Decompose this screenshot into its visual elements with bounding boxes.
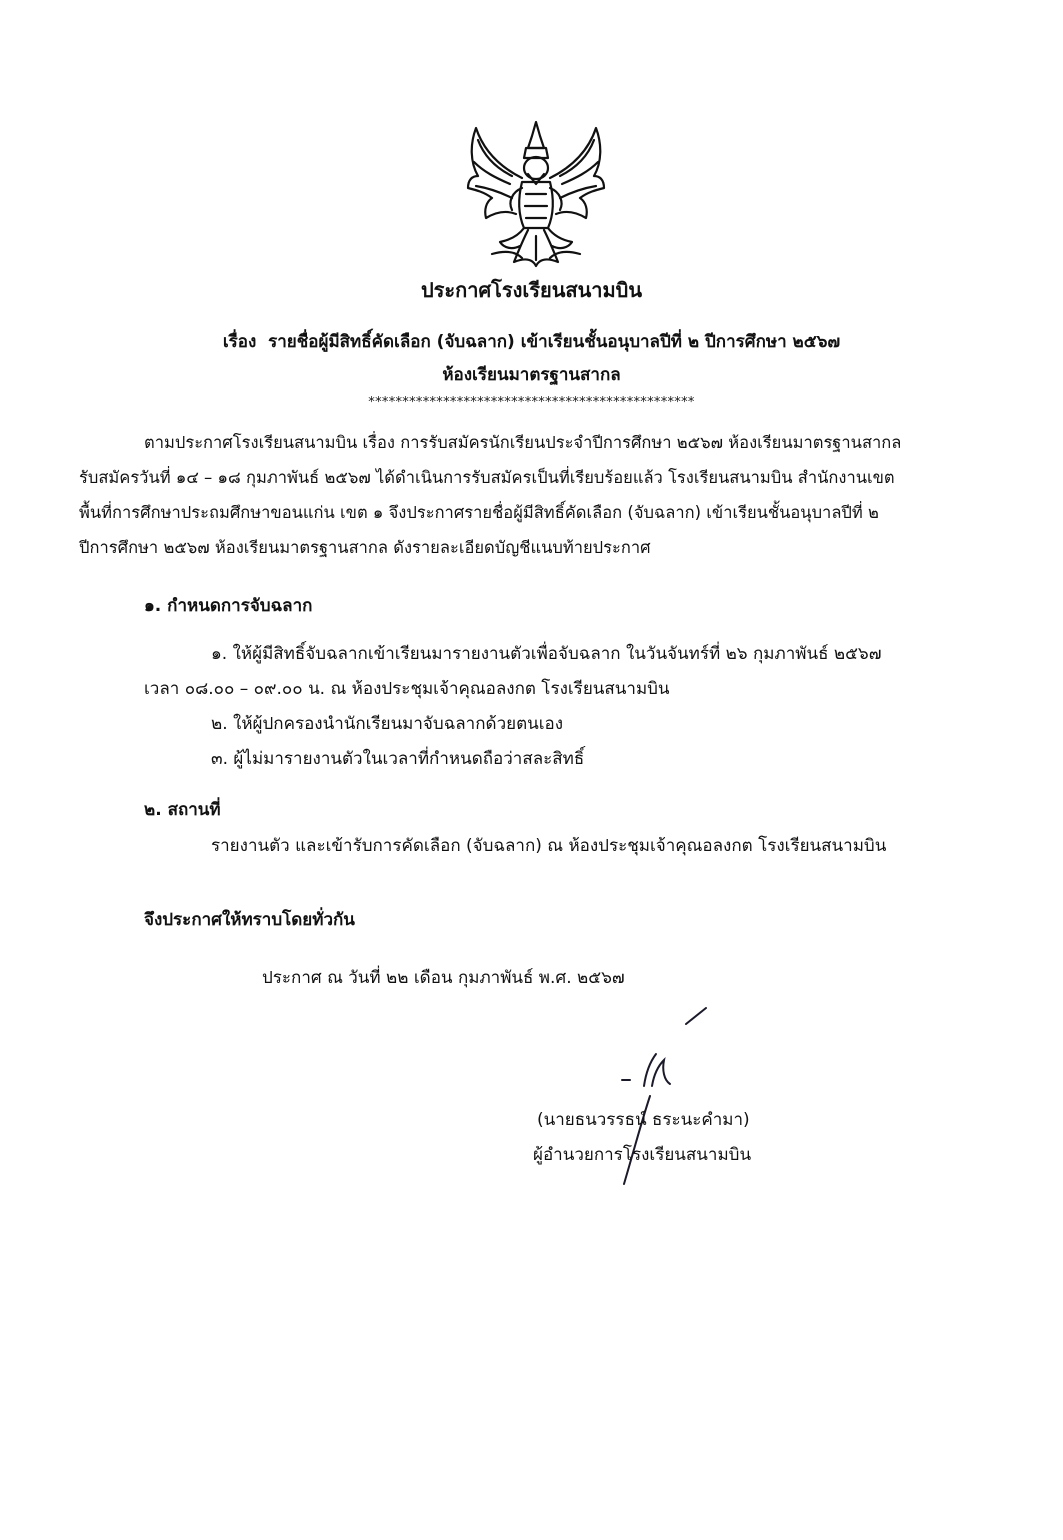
subject-text: รายชื่อผู้มีสิทธิ์คัดเลือก (จับฉลาก) เข้าเรียนชั้นอนุบาลปีที่ ๒ ปีการศึกษา ๒๕๖๗ [268, 332, 841, 352]
date-line: ประกาศ ณ วันที่ ๒๒ เดือน กุมภาพันธ์ พ.ศ. ๒๕๖๗ [262, 968, 625, 988]
signer-position: ผู้อำนวยการโรงเรียนสนามบิน [533, 1145, 752, 1165]
signer-name: (นายธนวรรธน์ ธระนะคำมา) [537, 1110, 750, 1130]
announcement-title: ประกาศโรงเรียนสนามบิน [420, 278, 643, 302]
garuda-emblem [462, 118, 610, 270]
intro-line-1: ตามประกาศโรงเรียนสนามบิน เรื่อง การรับสมัครนักเรียนประจำปีการศึกษา ๒๕๖๗ ห้องเรียนมาตรฐานสากล [144, 433, 902, 452]
separator: ************************************************ [368, 395, 695, 410]
intro-line-2: รับสมัครวันที่ ๑๔ – ๑๘ กุมภาพันธ์ ๒๕๖๗ ได้ดำเนินการรับสมัครเป็นที่เรียบร้อยแล้ว โรงเรียนสนามบิน สำนักงานเขต [79, 468, 895, 487]
subject-line [0, 328, 1063, 355]
section-1-item-1-cont: เวลา ๐๘.๐๐ – ๐๙.๐๐ น. ณ ห้องประชุมเจ้าคุณอลงกต โรงเรียนสนามบิน [144, 679, 670, 699]
section-1-item-1: ๑. ให้ผู้มีสิทธิ์จับฉลากเข้าเรียนมารายงานตัวเพื่อจับฉลาก ในวันจันทร์ที่ ๒๖ กุมภาพันธ์ ๒๕๖๗ [211, 644, 882, 664]
intro-line-4: ปีการศึกษา ๒๕๖๗ ห้องเรียนมาตรฐานสากล ดังรายละเอียดบัญชีแนบท้ายประกาศ [79, 538, 651, 557]
section-1-heading: ๑. กำหนดการจับฉลาก [144, 596, 313, 616]
section-1-item-2: ๒. ให้ผู้ปกครองนำนักเรียนมาจับฉลากด้วยตนเอง [211, 714, 564, 734]
closing-text: จึงประกาศให้ทราบโดยทั่วกัน [144, 910, 355, 930]
intro-line-3: พื้นที่การศึกษาประถมศึกษาขอนแก่น เขต ๑ จึงประกาศรายชื่อผู้มีสิทธิ์คัดเลือก (จับฉลาก) เข้าเรียนชั้นอนุบาลปีที่ ๒ [79, 503, 879, 522]
subject-label: เรื่อง [222, 332, 257, 352]
section-2-text: รายงานตัว และเข้ารับการคัดเลือก (จับฉลาก) ณ ห้องประชุมเจ้าคุณอลงกต โรงเรียนสนามบิน [211, 836, 887, 856]
subject-line-2: ห้องเรียนมาตรฐานสากล [442, 365, 621, 385]
section-2-heading: ๒. สถานที่ [144, 800, 221, 820]
section-1-item-3: ๓. ผู้ไม่มารายงานตัวในเวลาที่กำหนดถือว่าสละสิทธิ์ [211, 749, 585, 769]
